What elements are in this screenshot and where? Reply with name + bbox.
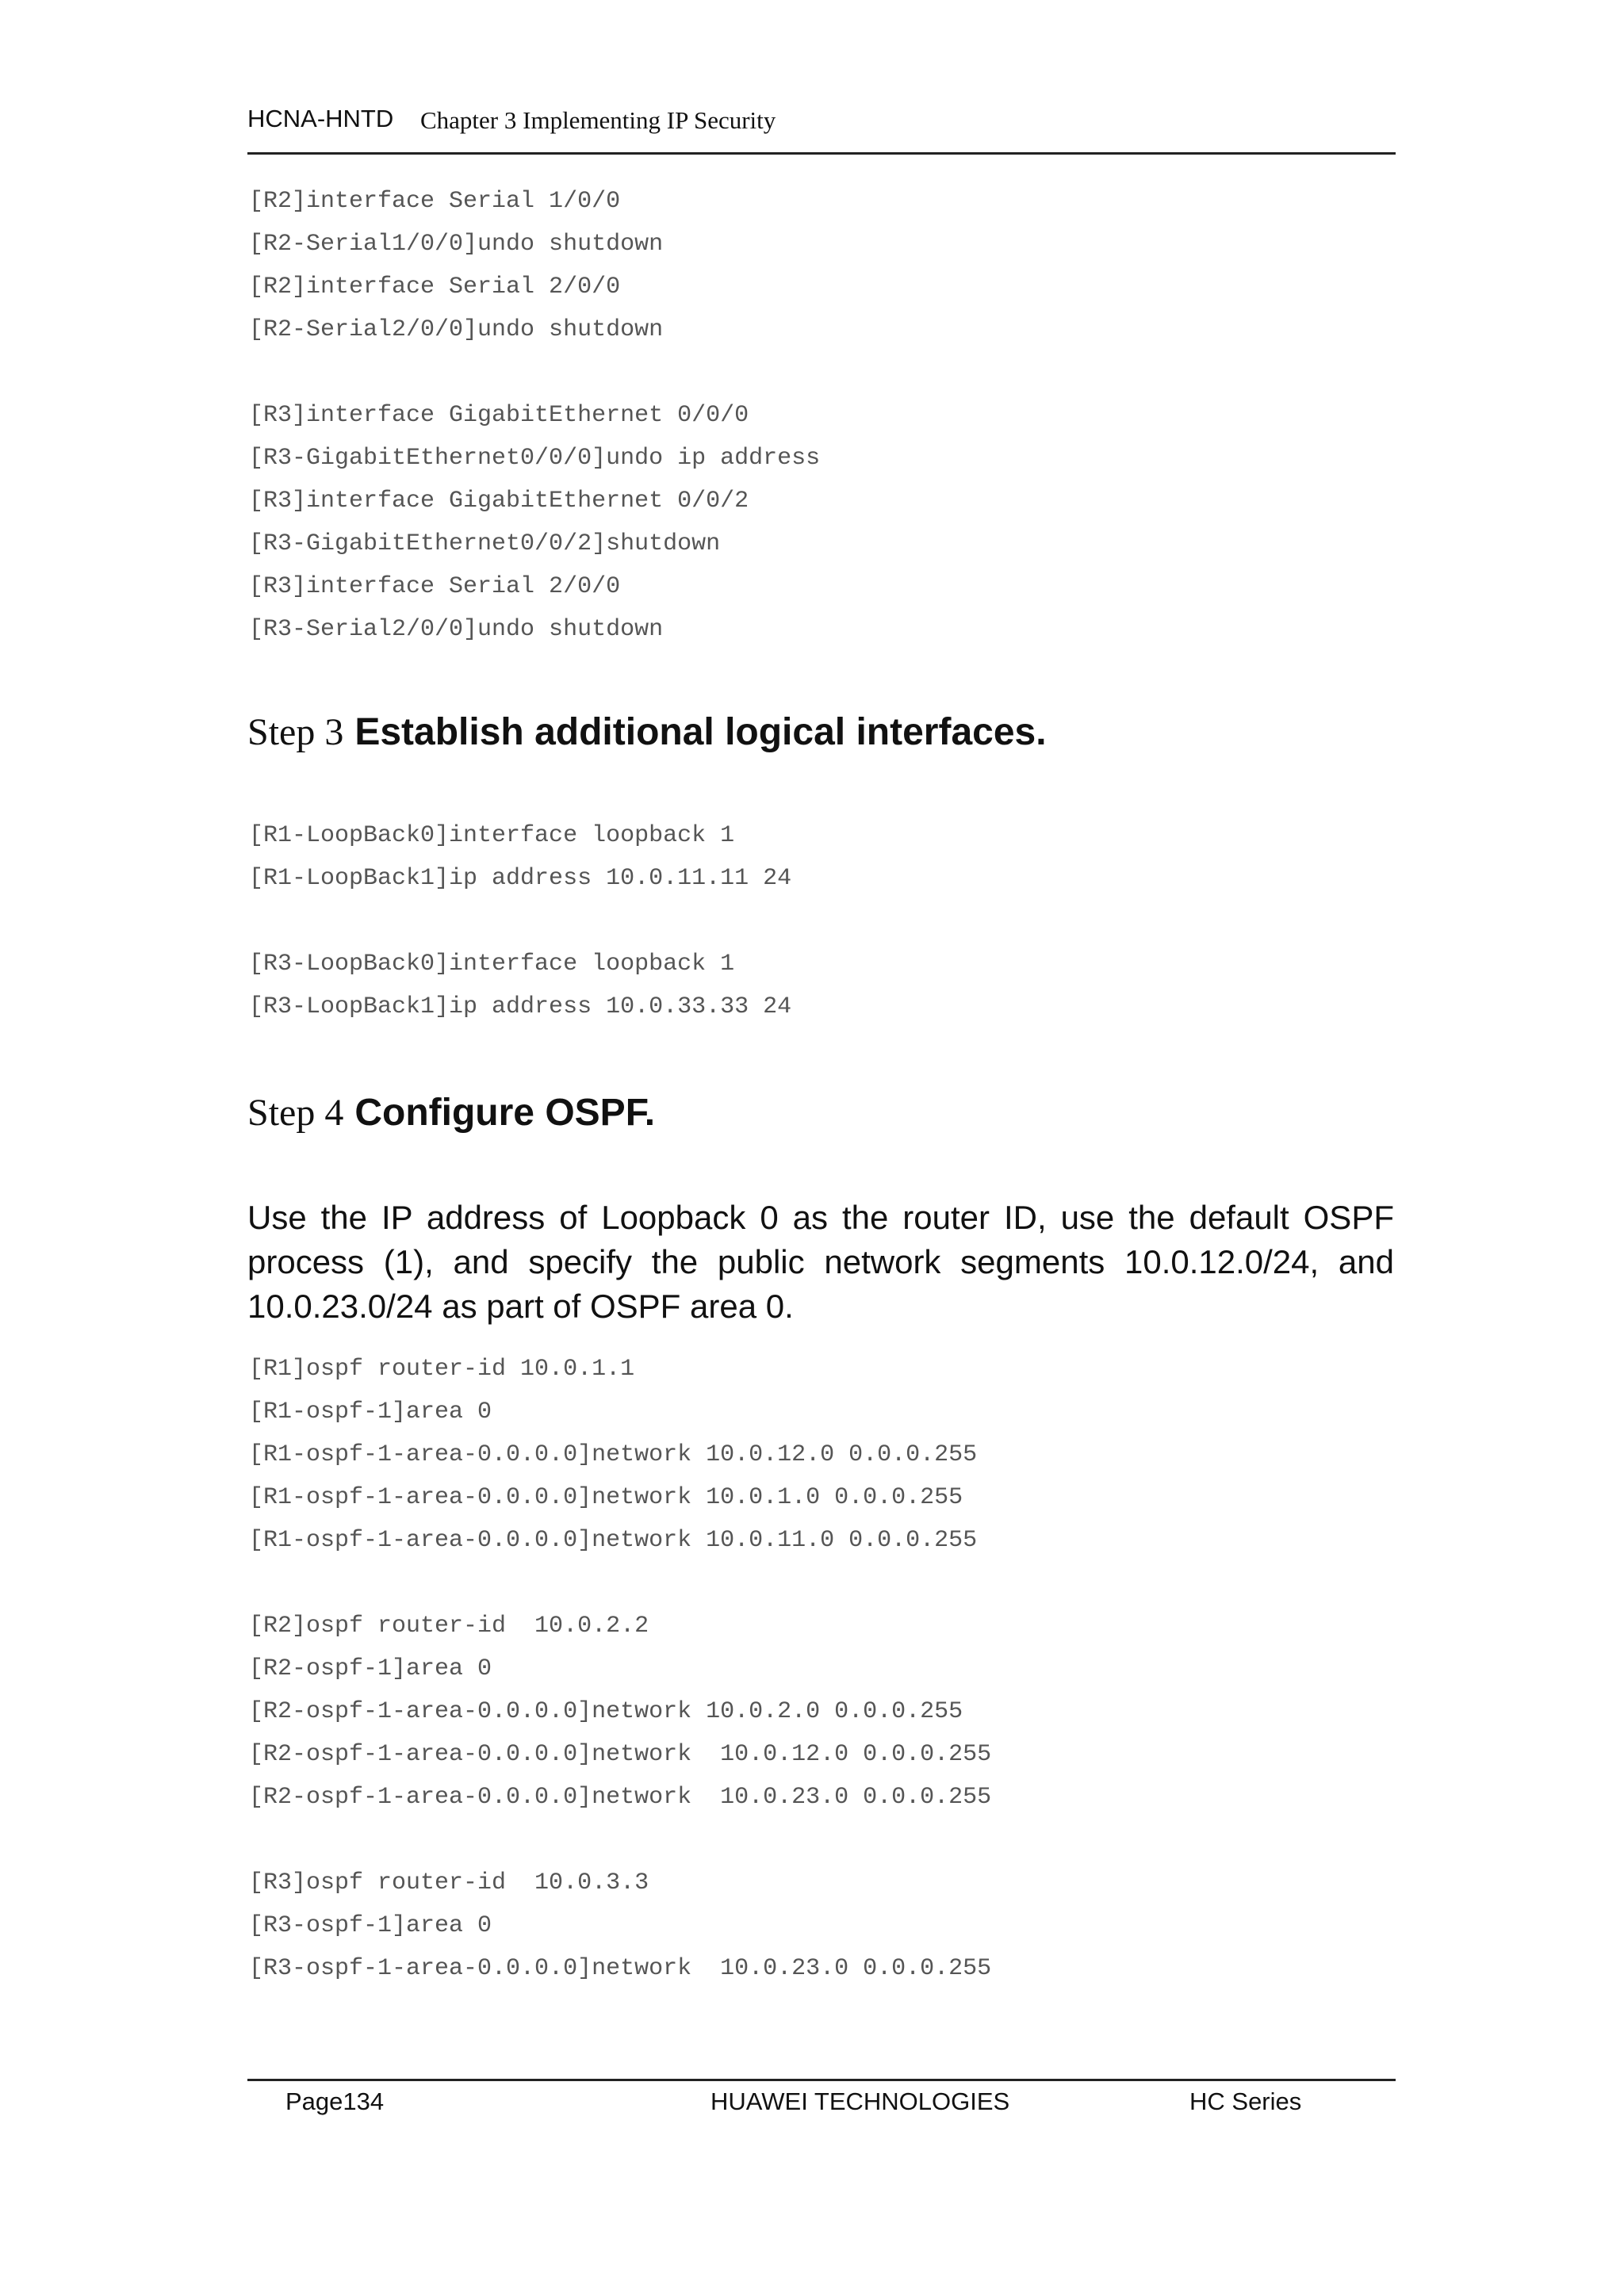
step-4-title: Configure OSPF. (354, 1092, 656, 1134)
code-line: [R1-ospf-1-area-0.0.0.0]network 10.0.1.0 0.0.0.255 (249, 1484, 963, 1511)
code-line: [R3]interface Serial 2/0/0 (249, 573, 621, 600)
code-line: [R1-ospf-1-area-0.0.0.0]network 10.0.11.0 0.0.0.255 (249, 1527, 978, 1554)
code-line: [R3-ospf-1-area-0.0.0.0]network 10.0.23.0 0.0.0.255 (249, 1955, 992, 1982)
code-line: [R1-LoopBack1]ip address 10.0.11.11 24 (249, 865, 792, 892)
ospf-instructions-paragraph: Use the IP address of Loopback 0 as the router ID, use the default OSPF process (1), and specify the public network segments 10.0.12.0/24, and 10.0.23.0/24 as part of OSPF area 0. (247, 1199, 1394, 1325)
footer-series: HC Series (1189, 2087, 1302, 2115)
code-line: [R1]ospf router-id 10.0.1.1 (249, 1356, 635, 1383)
step-3-heading (247, 710, 1047, 754)
code-line: [R3]ospf router-id 10.0.3.3 (249, 1869, 649, 1896)
code-line: [R3-GigabitEthernet0/0/0]undo ip address (249, 445, 821, 472)
code-block-r2-ospf (249, 1605, 991, 1819)
code-line: [R2-Serial2/0/0]undo shutdown (249, 316, 664, 343)
header-chapter-title: Chapter 3 Implementing IP Security (420, 106, 776, 134)
code-block-r3-ospf (249, 1862, 991, 1990)
header-doc-code: HCNA-HNTD (247, 105, 394, 132)
code-line: [R3-Serial2/0/0]undo shutdown (249, 616, 664, 643)
code-line: [R3-LoopBack1]ip address 10.0.33.33 24 (249, 993, 792, 1020)
code-line: [R1-LoopBack0]interface loopback 1 (249, 822, 735, 849)
code-line: [R1-ospf-1-area-0.0.0.0]network 10.0.12.0 0.0.0.255 (249, 1441, 978, 1468)
code-line: [R2]interface Serial 1/0/0 (249, 188, 621, 215)
code-line: [R3]interface GigabitEthernet 0/0/2 (249, 488, 749, 515)
step-3-title: Establish additional logical interfaces. (354, 711, 1047, 753)
page-footer (247, 2079, 1396, 2119)
code-block-r3-loopback (249, 943, 791, 1028)
code-line: [R2-ospf-1-area-0.0.0.0]network 10.0.2.0 0.0.0.255 (249, 1698, 963, 1725)
code-block-r1-loopback (249, 814, 791, 900)
code-block-r3-interfaces (249, 394, 820, 651)
code-line: [R3-LoopBack0]interface loopback 1 (249, 951, 735, 978)
code-line: [R2-ospf-1]area 0 (249, 1655, 492, 1682)
page-header (247, 105, 1396, 155)
code-line: [R2]ospf router-id 10.0.2.2 (249, 1613, 649, 1640)
code-line: [R2-ospf-1-area-0.0.0.0]network 10.0.12.0 0.0.0.255 (249, 1741, 992, 1768)
footer-page-number: Page134 (285, 2087, 385, 2115)
code-line: [R2-Serial1/0/0]undo shutdown (249, 231, 664, 258)
code-block-r2-serial (249, 180, 663, 351)
code-block-r1-ospf (249, 1348, 977, 1562)
step-3-label: Step 3 (247, 711, 344, 753)
step-4-heading (247, 1091, 655, 1135)
code-line: [R3-ospf-1]area 0 (249, 1912, 492, 1939)
footer-company: HUAWEI TECHNOLOGIES (710, 2087, 1010, 2115)
code-line: [R3]interface GigabitEthernet 0/0/0 (249, 402, 749, 429)
code-line: [R1-ospf-1]area 0 (249, 1399, 492, 1425)
step-4-label: Step 4 (247, 1092, 344, 1134)
code-line: [R2]interface Serial 2/0/0 (249, 274, 621, 300)
code-line: [R2-ospf-1-area-0.0.0.0]network 10.0.23.0 0.0.0.255 (249, 1784, 992, 1811)
code-line: [R3-GigabitEthernet0/0/2]shutdown (249, 530, 721, 557)
